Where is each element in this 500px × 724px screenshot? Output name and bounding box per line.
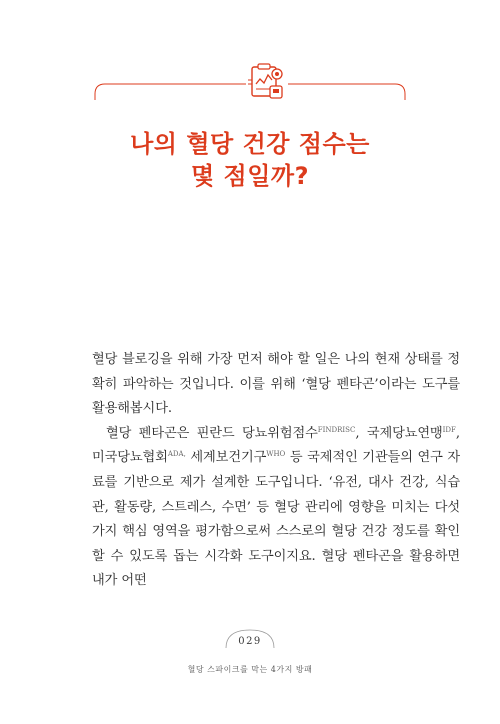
p2-text-b: , 국제당뇨연맹	[355, 425, 443, 441]
title-line-2: 몇 점일까?	[190, 162, 309, 190]
p2-text-a: 혈당 펜타곤은 핀란드 당뇨위험점수	[106, 425, 318, 441]
page-title	[0, 128, 500, 192]
paragraph-1: 혈당 블로깅을 위해 가장 먼저 해야 할 일은 나의 현재 상태를 정확히 파악하는 것입니다. 이를 위해 ‘혈당 펜타곤’이라는 도구를 활용해봅시다.	[92, 352, 460, 417]
idf-superscript: IDF	[442, 425, 456, 434]
findrisc-superscript: FINDRISC	[317, 425, 356, 434]
who-superscript: WHO	[266, 450, 286, 459]
p2-text-c: , 미국당뇨협회	[92, 425, 460, 466]
paragraph-2	[92, 422, 460, 594]
page-number: 029	[238, 636, 262, 647]
ada-superscript: ADA,	[167, 450, 186, 459]
body-text	[92, 348, 460, 594]
clipboard-glucose-chart-icon	[246, 62, 288, 102]
p2-text-d: 세계보건기구	[185, 450, 267, 466]
title-line-1: 나의 혈당 건강 점수는	[130, 130, 370, 158]
p2-text-e: 등 국제적인 기관들의 연구 자료를 기반으로 제가 설계한 도구입니다. ‘유전, 대사 건강, 식습관, 활동량, 스트레스, 수면’ 등 혈당 관리에 영향을 미치는 다섯 가지 핵심 영역을 평가함으로써 스스로의 혈당 건강 정도를 확인할 수 있도록 돕는 시각화 도구이지요. 혈당 펜타곤을 활용하면 내가 어떤	[92, 450, 460, 589]
running-title: 혈당 스파이크를 막는 4가지 방패	[187, 665, 313, 674]
